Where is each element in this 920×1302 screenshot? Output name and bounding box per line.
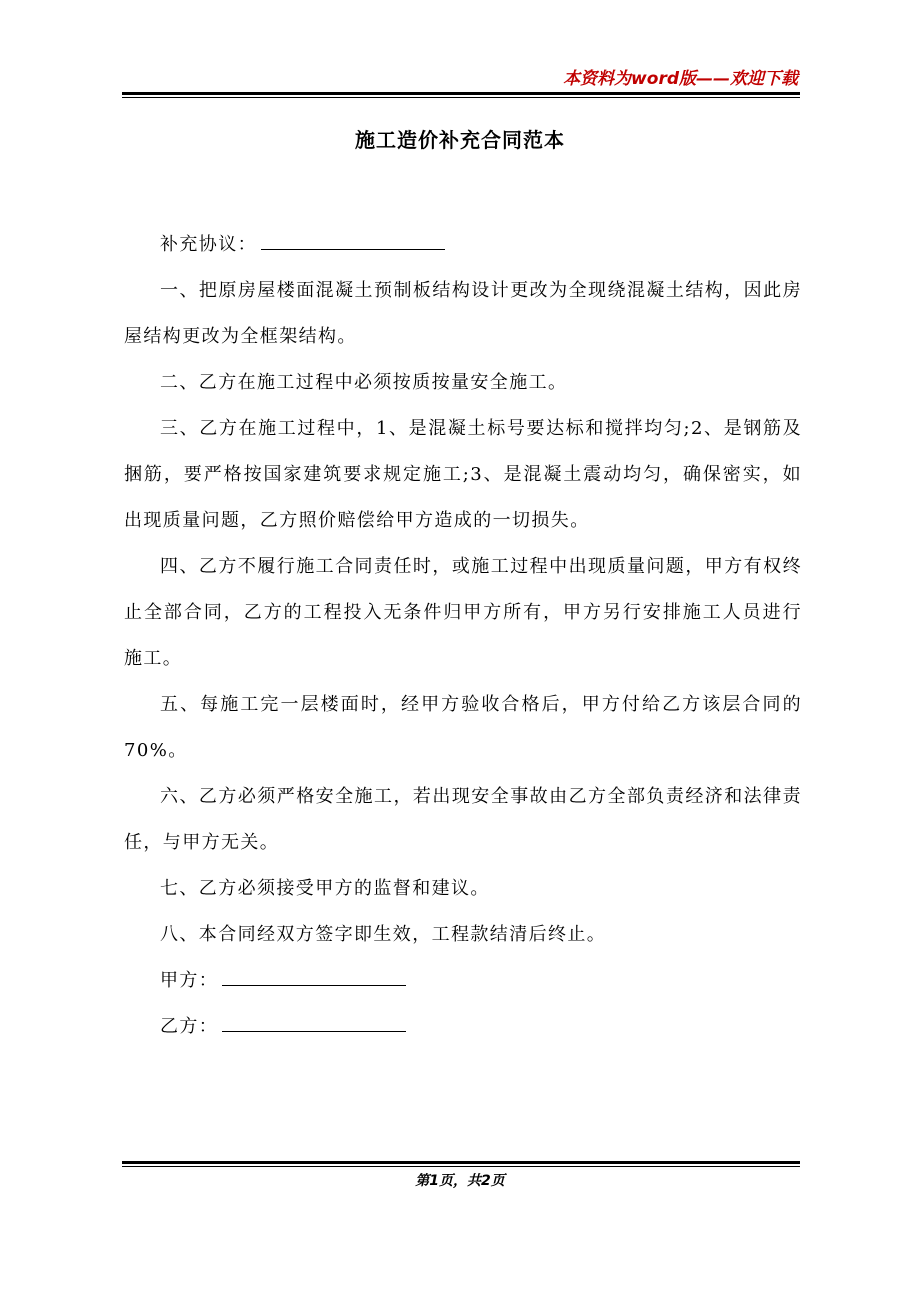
supplement-label: 补充协议： [160, 234, 257, 255]
clause-6: 六、乙方必须严格安全施工，若出现安全事故由乙方全部负责经济和法律责任，与甲方无关。 [124, 786, 802, 853]
party-b-signature-blank[interactable] [222, 1009, 406, 1032]
clause-5: 五、每施工完一层楼面时，经甲方验收合格后，甲方付给乙方该层合同的70%。 [124, 694, 802, 761]
document-body [124, 222, 802, 1050]
footer-divider [122, 1161, 800, 1167]
party-a-signature-blank[interactable] [222, 963, 406, 986]
clause-3: 三、乙方在施工过程中，1、是混凝土标号要达标和搅拌均匀;2、是钢筋及捆筋，要严格按国家建筑要求规定施工;3、是混凝土震动均匀，确保密实，如出现质量问题，乙方照价赔偿给甲方造成的一切损失。 [124, 418, 802, 531]
page-number: 第1页，共2页 [415, 1173, 505, 1189]
clause-4: 四、乙方不履行施工合同责任时，或施工过程中出现质量问题，甲方有权终止全部合同，乙方的工程投入无条件归甲方所有，甲方另行安排施工人员进行施工。 [124, 556, 802, 669]
document-title: 施工造价补充合同范本 [355, 128, 565, 152]
clause-2: 二、乙方在施工过程中必须按质按量安全施工。 [160, 372, 568, 393]
header-banner: 本资料为word版——欢迎下载 [563, 69, 798, 89]
supplement-line [124, 222, 802, 268]
party-b-line [124, 1004, 802, 1050]
clause-1: 一、把原房屋楼面混凝土预制板结构设计更改为全现绕混凝土结构，因此房屋结构更改为全框架结构。 [124, 280, 802, 347]
party-a-line [124, 958, 802, 1004]
party-b-label: 乙方： [160, 1016, 219, 1037]
supplement-blank[interactable] [261, 227, 445, 250]
party-a-label: 甲方： [160, 970, 219, 991]
header-divider [122, 92, 800, 98]
clause-7: 七、乙方必须接受甲方的监督和建议。 [160, 878, 490, 899]
clause-8: 八、本合同经双方签字即生效，工程款结清后终止。 [160, 924, 607, 945]
